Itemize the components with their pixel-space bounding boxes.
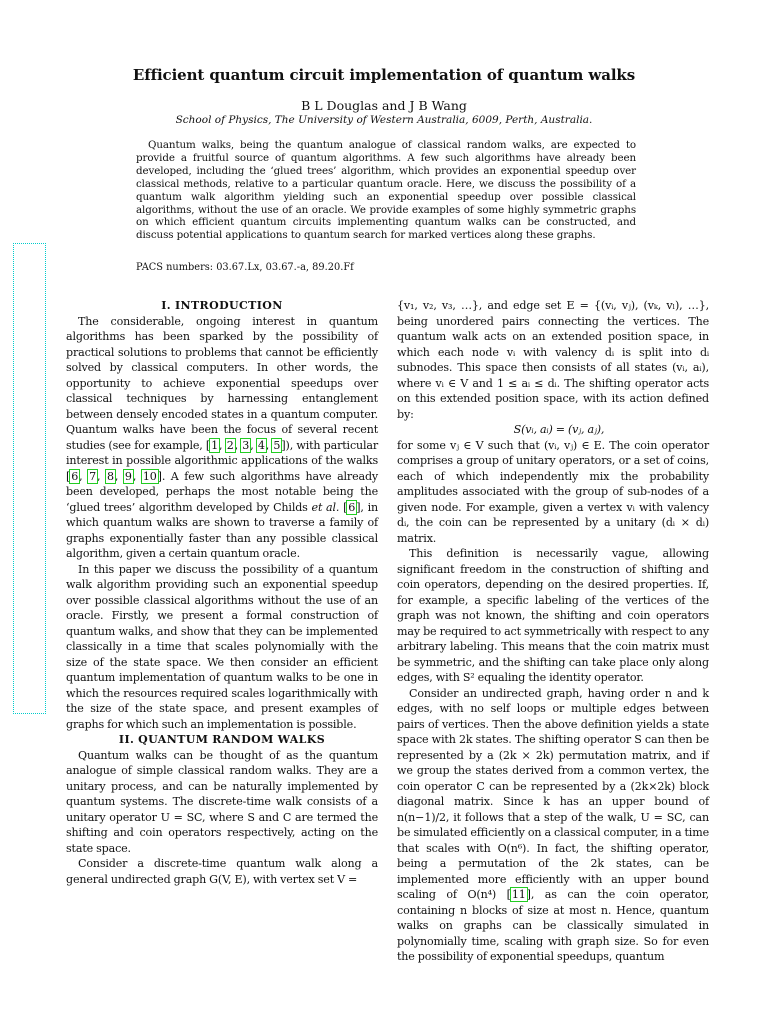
walks-paragraph-2: Consider a discrete-time quantum walk along a general undirected graph G(V, E), with vertex set V = [66, 857, 378, 886]
left-column [66, 298, 378, 887]
pacs-numbers: PACS numbers: 03.67.Lx, 03.67.-a, 89.20.Ff [136, 262, 354, 273]
right-paragraph-2: for some vⱼ ∈ V such that (vᵢ, vⱼ) ∈ E. The coin operator comprises a group of unitary operators, or a set of coins, each of which independently mix the probability amplitudes associated with the group of sub-nodes of a given node. For example, given a vertex vᵢ with valency dᵢ, the coin can be represented by a unitary (dᵢ × dᵢ) matrix. [397, 438, 709, 545]
paper-authors: B L Douglas and J B Wang [301, 98, 467, 113]
citation-link[interactable]: 3 [242, 438, 250, 452]
section-heading-introduction: I. INTRODUCTION [161, 299, 283, 312]
section-heading-quantum-random-walks: II. QUANTUM RANDOM WALKS [118, 733, 326, 746]
citation-link[interactable]: 8 [107, 469, 114, 483]
citation-link[interactable]: 10 [142, 469, 157, 483]
right-paragraph-1: {v₁, v₂, v₃, …}, and edge set E = {(vᵢ, vⱼ), (vₖ, vₗ), …}, being unordered pairs connecting the vertices. The quantum walk acts on an extended position space, in which each node vᵢ with valency dᵢ is split into dᵢ subnodes. This space then consists of all states (vᵢ, aᵢ), where vᵢ ∈ V and 1 ≤ aᵢ ≤ dᵢ. The shifting operator acts on this extended position space, with its action defined by: [397, 299, 709, 421]
et-al: et al. [311, 500, 340, 514]
citation-link[interactable]: 4 [257, 438, 265, 452]
text-span: ), with particular interest in possible algorithmic applications of the walks [66, 438, 379, 467]
citation-link[interactable]: 6 [71, 469, 79, 483]
citation-link[interactable]: 6 [348, 500, 356, 514]
citation-link[interactable]: 1 [211, 438, 219, 452]
text-span: . A few such algorithms have already been developed, perhaps the most notable being the ‘glued trees’ algorithm developed by Childs [66, 469, 379, 514]
paper-affiliation: School of Physics, The University of Western Australia, 6009, Perth, Australia. [175, 114, 593, 126]
citation-link[interactable]: 7 [89, 469, 97, 483]
paper-title: Efficient quantum circuit implementation of quantum walks [132, 66, 636, 84]
text-span: , as can the coin operator, containing n blocks of size at most n. Hence, quantum walks on graphs can be classically simulated in polynomially time, scaling with graph size. So for even the possibility of exponential speedups, quantum [397, 888, 710, 963]
text-span: , in which quantum walks are shown to traverse a family of graphs exponentially faster than any possible classical algorithm, given a certain quantum oracle. [66, 500, 378, 560]
citation-link[interactable]: 9 [124, 469, 132, 483]
citation-link[interactable]: 11 [511, 888, 526, 901]
text-span: The considerable, ongoing interest in quantum algorithms has been sparked by the possibility of practical solutions to problems that cannot be efficiently solved by classical computers. In other words, the opportunity to achieve exponential speedups over classical techniques by harnessing entanglement between densely encoded states in a quantum computer. Quantum walks have been the focus of several recent studies (see for example, [66, 314, 378, 452]
right-column [397, 298, 709, 965]
citation-link[interactable]: 5 [273, 438, 281, 452]
annotation-dotted-box-edge [13, 243, 46, 714]
intro-paragraph-1: The considerable, ongoing interest in quantum algorithms has been sparked by the possibility of practical solutions to problems that cannot be efficiently solved by classical computers. In other words, the opportunity to achieve exponential speedups over classical techniques by harnessing entanglement between densely encoded states in a quantum computer. Quantum walks have been the focus of several recent studies (see for example, [1, 2, 3, 4, 5]), with particular interest in possible algorithmic applications of the walks [6, 7, 8, 9, 10]. A few such algorithms have already been developed, perhaps the most notable being the ‘glued trees’ algorithm developed by Childs et al. [6], in which quantum walks are shown to traverse a family of graphs exponentially faster than any possible classical algorithm, given a certain quantum oracle. [66, 314, 379, 560]
right-paragraph-4: Consider an undirected graph, having order n and k edges, with no self loops or multiple edges between pairs of vertices. Then the above definition yields a state space with 2k states. The shifting operator S can then be represented by a (2k × 2k) permutation matrix, and if we group the states derived from a common vertex, the coin operator C can be represented by a (2k×2k) block diagonal matrix. Since k has an upper bound of n(n−1)/2, it follows that a step of the walk, U = SC, can be simulated efficiently on a classical computer, in a time that scales with O(n⁶). In fact, the shifting operator, being a permutation of the 2k states, can be implemented more efficiently with an upper bound scaling of O(n⁴) [11], as can the coin operator, containing n blocks of size at most n. Hence, quantum walks on graphs can be classically simulated in polynomially time, scaling with graph size. So for even the possibility of exponential speedups, quantum [397, 686, 710, 963]
citation-link[interactable]: 2 [226, 438, 234, 452]
intro-paragraph-2: In this paper we discuss the possibility of a quantum walk algorithm providing such an exponential speedup over possible classical algorithms without the use of an oracle. Firstly, we present a formal construction of quantum walks, and show that they can be implemented classically in a time that scales polynomially with the size of the state space. We then consider an efficient quantum implementation of quantum walks to be one in which the resources required scales logarithmically with the size of the state space, and present examples of graphs for which such an implementation is possible. [66, 562, 378, 731]
shift-equation: S(vᵢ, aᵢ) = (vⱼ, aⱼ), [513, 423, 605, 436]
text-span: Consider an undirected graph, having order n and k edges, with no self loops or multiple edges between pairs of vertices. Then the above definition yields a state space with 2k states. The shifting operator S can then be represented by a (2k × 2k) permutation matrix, and if we group the states derived from a common vertex, the coin operator C can be represented by a (2k×2k) block diagonal matrix. Since k has an upper bound of n(n−1)/2, it follows that a step of the walk, U = SC, can be simulated efficiently on a classical computer, in a time that scales with O(n⁶). In fact, the shifting operator, being a permutation of the 2k states, can be implemented more efficiently with an upper bound scaling of O(n⁴) [397, 686, 709, 901]
right-paragraph-3: This definition is necessarily vague, allowing significant freedom in the construction of shifting and coin operators, depending on the desired properties. If, for example, a specific labeling of the vertices of the graph was not known, the shifting and coin operators may be required to act symmetrically with respect to any arbitrary labeling. This means that the coin matrix must be symmetric, and the shifting can take place only along edges, with S² equaling the identity operator. [397, 547, 709, 684]
abstract: Quantum walks, being the quantum analogue of classical random walks, are expected to provide a fruitful source of quantum algorithms. A few such algorithms have already been developed, including the ‘glued trees’ algorithm, which provides an exponential speedup over classical methods, relative to a particular quantum oracle. Here, we discuss the possibility of a quantum walk algorithm yielding such an exponential speedup over possible classical algorithms, without the use of an oracle. We provide examples of some highly symmetric graphs on which efficient quantum circuits implementing quantum walks can be constructed, and discuss potential applications to quantum search for marked vertices along these graphs. [136, 139, 636, 242]
walks-paragraph-1: Quantum walks can be thought of as the quantum analogue of simple classical random walks. They are a unitary process, and can be naturally implemented by quantum systems. The discrete-time walk consists of a unitary operator U = SC, where S and C are termed the shifting and coin operators respectively, acting on the state space. [66, 748, 378, 855]
